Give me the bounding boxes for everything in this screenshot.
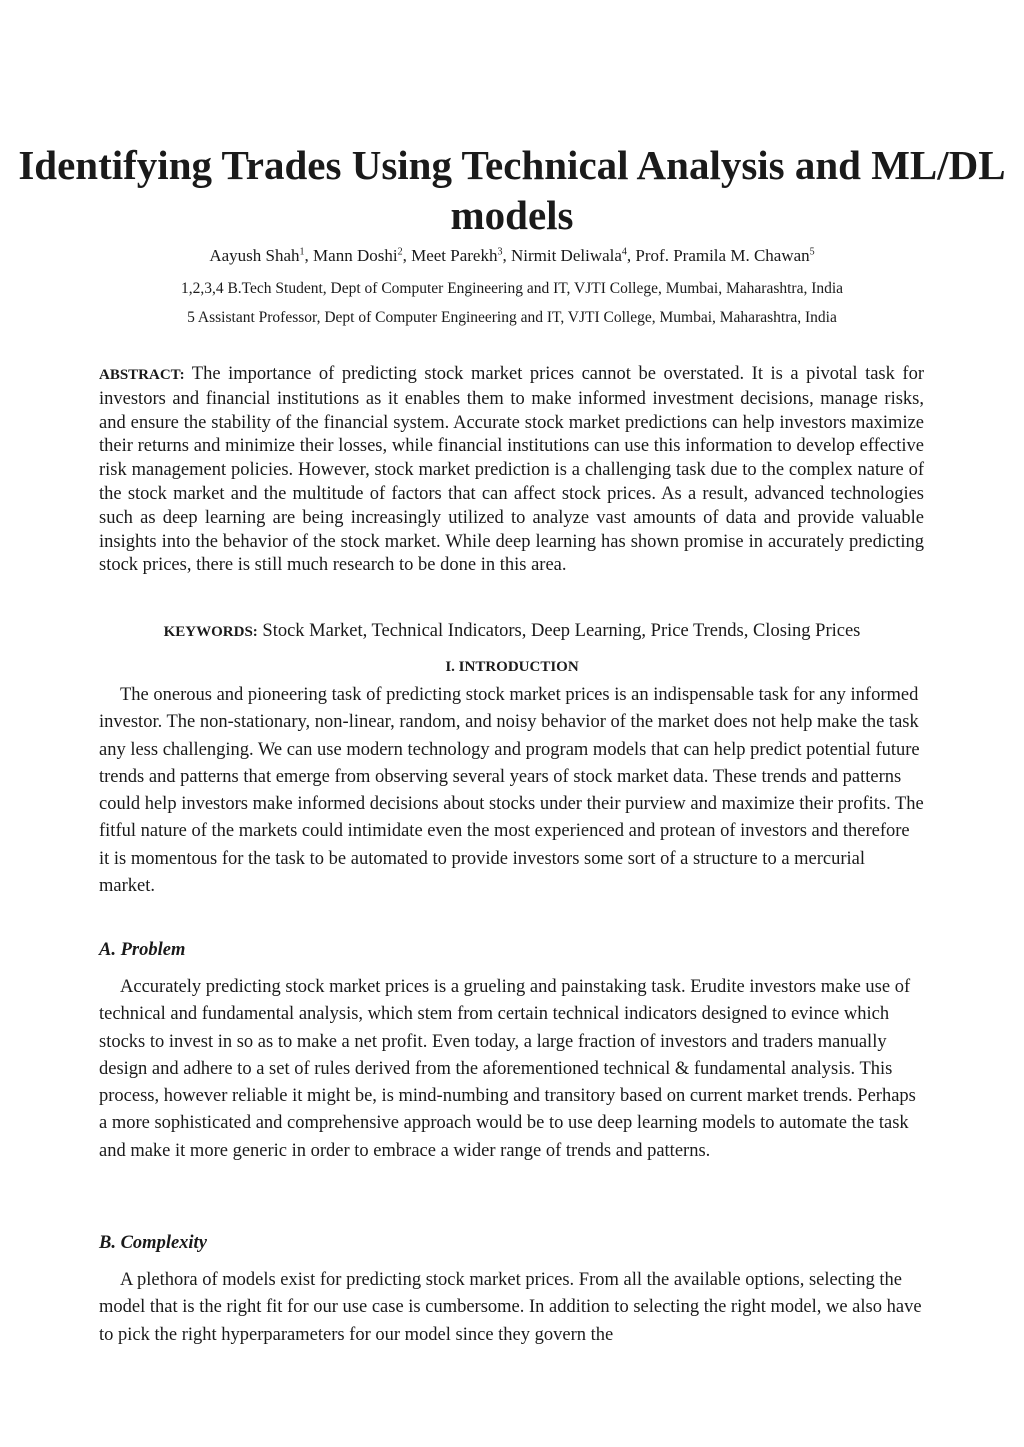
introduction-paragraph: The onerous and pioneering task of predicting stock market prices is an indispensable task for any informed investor. The non-stationary, non-linear, random, and noisy behavior of the market does not help make the task any less challenging. We can use modern technology and program models that can help predict potential future trends and patterns that emerge from observing several years of stock market data. These trends and patterns could help investors make informed decisions about stocks under their purview and maximize their profits. The fitful nature of the markets could intimidate even the most experienced and protean of investors and therefore it is momentous for the task to be automated to provide investors some sort of a structure to a mercurial market. [99, 685, 924, 897]
affiliation-professor: 5 Assistant Professor, Dept of Computer Engineering and IT, VJTI College, Mumbai, Maharashtra, India [187, 309, 837, 326]
author-list: Aayush Shah$^1$, Mann Doshi$^2$, Meet Parekh$^3$, Nirmit Deliwala$^4$, Prof. Pramila M. Chawan$^5$ [209, 246, 815, 265]
paper-title: Identifying Trades Using Technical Analysis and ML/DL models [18, 142, 1006, 238]
author-name: Prof. Pramila M. Chawan [635, 246, 810, 265]
author-name: Aayush Shah [209, 246, 300, 265]
abstract-label: ABSTRACT: [99, 367, 185, 383]
complexity-paragraph: A plethora of models exist for predicting stock market prices. From all the available options, selecting the model that is the right fit for our use case is cumbersome. In addition to selecting the right model, we also have to pick the right hyperparameters for our model since they govern the [99, 1270, 922, 1345]
abstract [99, 363, 924, 578]
subsection-heading-problem: A. Problem [99, 940, 186, 960]
subsection-heading-complexity: B. Complexity [99, 1233, 207, 1253]
section-heading-introduction: I. INTRODUCTION [445, 659, 579, 675]
author-affiliation-mark: 4 [621, 246, 627, 258]
author-name: Nirmit Deliwala [510, 246, 622, 265]
affiliation-students: 1,2,3,4 B.Tech Student, Dept of Computer Engineering and IT, VJTI College, Mumbai, Maharashtra, India [180, 280, 844, 297]
author-affiliation-mark: 1 [299, 246, 305, 258]
problem-paragraph: Accurately predicting stock market prices is a grueling and painstaking task. Erudite investors make use of technical and fundamental analysis, which stem from certain technical indicators designed to evince which stocks to invest in so as to make a net profit. Even today, a large fraction of investors and traders manually design and adhere to a set of rules derived from the aforementioned technical & fundamental analysis. This process, however reliable it might be, is mind-numbing and transitory based on current market trends. Perhaps a more sophisticated and comprehensive approach would be to use deep learning models to automate the task and make it more generic in order to embrace a wider range of trends and patterns. [99, 977, 916, 1161]
author-affiliation-mark: 5 [809, 246, 815, 258]
author-name: Mann Doshi [313, 246, 398, 265]
author-name: Meet Parekh [411, 246, 498, 265]
author-affiliation-mark: 2 [397, 246, 403, 258]
keywords-text: Stock Market, Technical Indicators, Deep Learning, Price Trends, Closing Prices [262, 621, 861, 641]
author-affiliation-mark: 3 [497, 246, 503, 258]
keywords [0, 619, 1024, 644]
abstract-text: The importance of predicting stock market prices cannot be overstated. It is a pivotal task for investors and financial institutions as it enables them to make informed investment decisions, manage risks, and ensure the stability of the financial system. Accurate stock market predictions can help investors maximize their returns and minimize their losses, while financial institutions can use this information to develop effective risk management policies. However, stock market prediction is a challenging task due to the complex nature of the stock market and the multitude of factors that can affect stock prices. As a result, advanced technologies such as deep learning are being increasingly utilized to analyze vast amounts of data and provide valuable insights into the behavior of the stock market. While deep learning has shown promise in accurately predicting stock prices, there is still much research to be done in this area. [99, 364, 924, 576]
keywords-label: KEYWORDS: [163, 624, 258, 640]
